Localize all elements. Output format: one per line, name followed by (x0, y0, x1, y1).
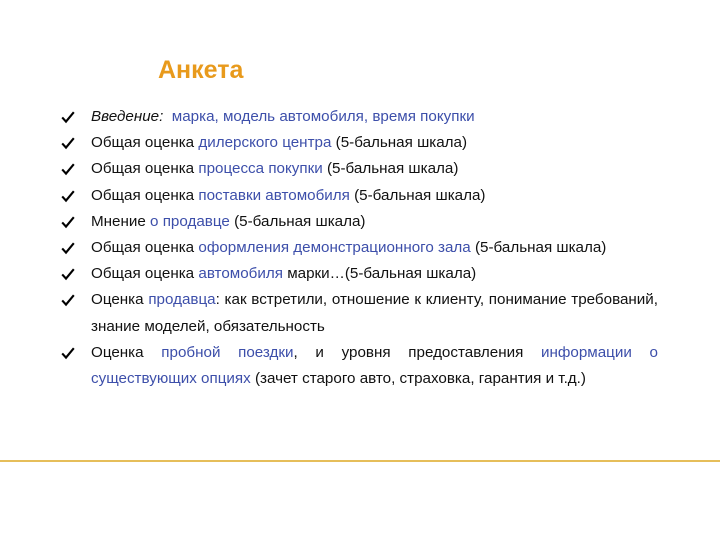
item-highlight: процесса покупки (198, 160, 323, 178)
item-lead: Общая оценка (91, 134, 195, 152)
list-item (60, 340, 658, 392)
slide-title: Анкета (158, 56, 244, 84)
checkmark-icon (61, 189, 75, 203)
checkmark-icon (61, 110, 75, 124)
item-lead: Введение: (91, 108, 164, 125)
item-lead: Общая оценка (91, 160, 195, 178)
list-item (60, 287, 658, 339)
item-highlight: дилерского центра (198, 134, 332, 152)
item-highlight: продавца (148, 291, 216, 309)
list-item (60, 156, 658, 182)
item-lead: Мнение (91, 212, 146, 230)
list-item (60, 104, 658, 130)
item-highlight: поставки автомобиля (198, 186, 350, 204)
list-item (60, 183, 658, 209)
checkmark-icon (61, 136, 75, 150)
footer-divider (0, 460, 720, 462)
list-item (60, 261, 658, 287)
checkmark-icon (61, 346, 75, 360)
list-item (60, 209, 658, 235)
item-lead: Общая оценка (91, 186, 195, 204)
checkmark-icon (61, 215, 75, 229)
item-highlight: марка, модель автомобиля, время покупки (171, 108, 475, 125)
item-tail: (5-бальная шкала) (327, 160, 459, 178)
checkmark-icon (61, 267, 75, 281)
item-highlight-secondary: информации о существующих опциях (91, 343, 658, 388)
item-tail: : как встретили, отношение к клиенту, понимание требований, знание моделей, обязательность (91, 291, 658, 335)
item-tail: (5-бальная шкала) (234, 212, 366, 230)
checkmark-icon (61, 293, 75, 307)
item-lead: Общая оценка (91, 265, 195, 283)
item-tail: (зачет старого авто, страховка, гарантия и т.д.) (254, 370, 586, 388)
checkmark-icon (61, 162, 75, 176)
item-tail: (5-бальная шкала) (474, 239, 607, 257)
item-highlight: автомобиля (198, 265, 283, 283)
item-highlight: о продавце (150, 212, 230, 230)
item-tail: (5-бальная шкала) (354, 186, 486, 204)
checkmark-icon (61, 241, 75, 255)
item-tail: марки…(5-бальная шкала) (287, 265, 477, 283)
list-item (60, 235, 658, 261)
item-highlight: пробной поездки (161, 343, 294, 361)
item-lead: Оценка (91, 343, 144, 361)
list-item (60, 130, 658, 156)
item-highlight: оформления демонстрационного зала (198, 239, 471, 257)
survey-items-list (60, 104, 658, 392)
item-middle: , и уровня предоставления (293, 343, 524, 361)
item-lead: Общая оценка (91, 239, 195, 257)
item-lead: Оценка (91, 291, 144, 309)
item-tail: (5-бальная шкала) (335, 134, 468, 152)
